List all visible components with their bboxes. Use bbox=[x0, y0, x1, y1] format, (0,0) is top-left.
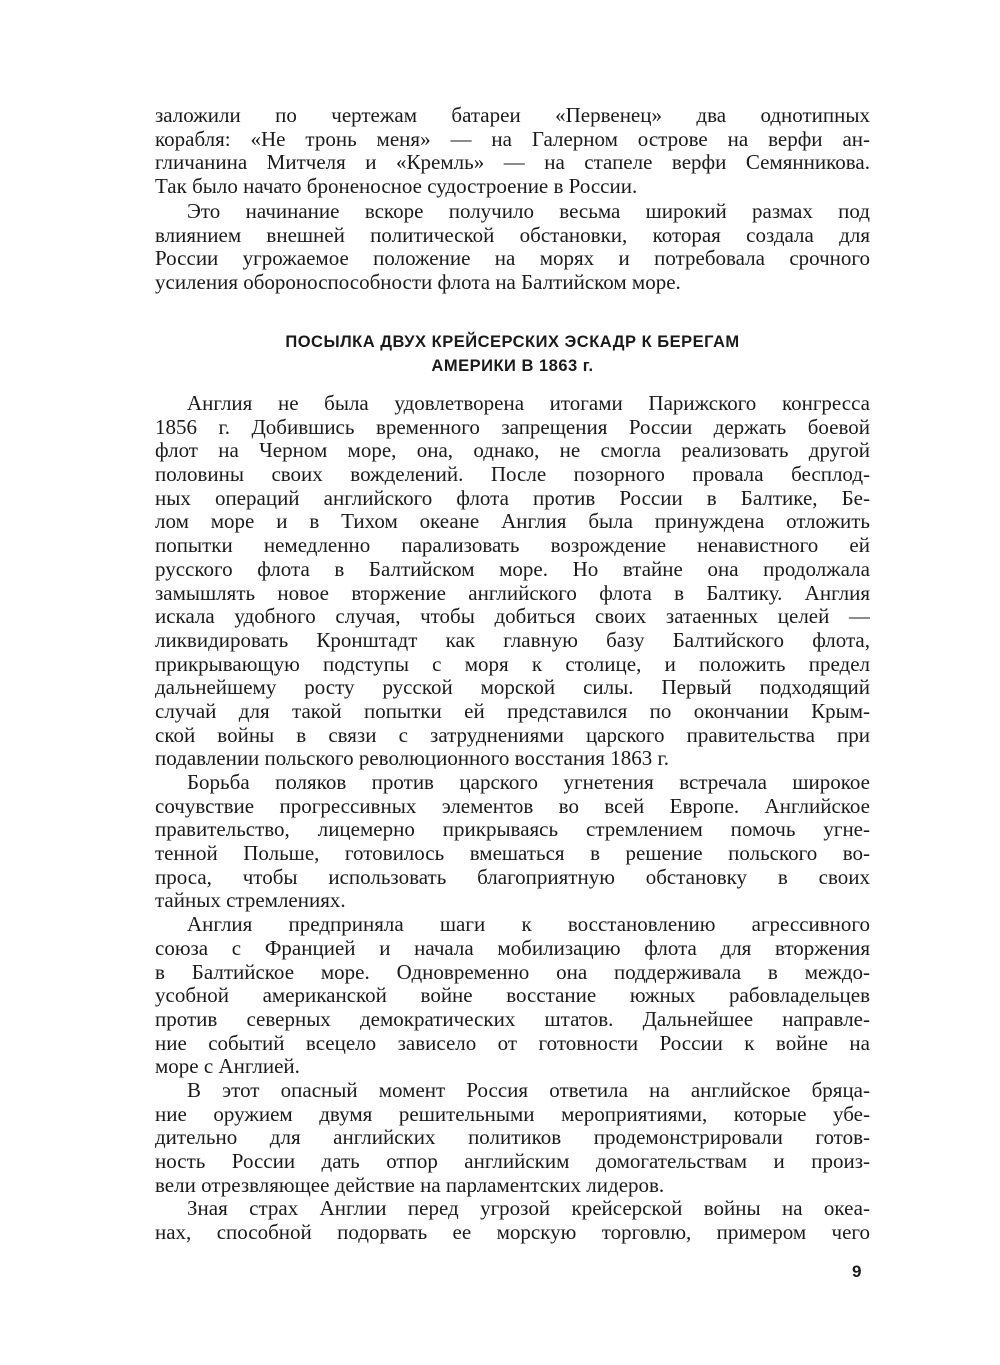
text-line: проса, чтобы использовать благоприятную обстановку в своих bbox=[155, 865, 870, 889]
text-line: русского флота в Балтийском море. Но втайне она продолжала bbox=[155, 557, 870, 581]
section-heading bbox=[155, 330, 870, 378]
heading-line: ПОСЫЛКА ДВУХ КРЕЙСЕРСКИХ ЭСКАДР К БЕРЕГАМ bbox=[285, 333, 740, 351]
text-line: половины своих вожделений. После позорного провала бесплод- bbox=[155, 463, 870, 487]
page-number: 9 bbox=[852, 1262, 862, 1281]
text-line: усиления обороноспособности флота на Балтийском море. bbox=[155, 271, 681, 295]
text-line: Это начинание вскоре получило весьма широкий размах под bbox=[187, 200, 870, 223]
text-line: море с Англией. bbox=[155, 1055, 300, 1079]
text-line: в Балтийское море. Одновременно она поддерживала в междо- bbox=[155, 960, 870, 984]
text-line: Англия предприняла шаги к восстановлению агрессивного bbox=[187, 913, 870, 937]
text-line: ность России дать отпор английским домогательствам и произ- bbox=[155, 1150, 870, 1173]
text-line: 1856 г. Добившись временного запрещения России держать боевой bbox=[155, 415, 870, 439]
text-line: Так было начато броненосное судостроение в России. bbox=[155, 175, 638, 199]
text-line: Англия не была удовлетворена итогами Парижского конгресса bbox=[187, 392, 870, 415]
text-line: В этот опасный момент Россия ответила на английское бряца- bbox=[187, 1078, 870, 1102]
text-line: Борьба поляков против царского угнетения встречала широкое bbox=[187, 771, 870, 794]
text-line: дальнейшему росту русской морской силы. Первый подходящий bbox=[155, 676, 870, 700]
text-line: против северных демократических штатов. Дальнейшее направле- bbox=[155, 1007, 870, 1031]
text-line: искала удобного случая, чтобы добиться своих затаенных целей — bbox=[155, 605, 870, 629]
text-line: вели отрезвляющее действие на парламентских лидеров. bbox=[155, 1173, 665, 1197]
text-line: дительно для английских политиков продемонстрировали готов- bbox=[155, 1126, 870, 1150]
text-line: замышлять новое вторжение английского флота в Балтику. Англия bbox=[155, 581, 870, 605]
text-line: тайных стремлениях. bbox=[155, 889, 346, 913]
text-line: ние оружием двумя решительными мероприятиями, которые убе- bbox=[155, 1102, 870, 1126]
text-line: ской войны в связи с затруднениями царского правительства при bbox=[155, 723, 870, 747]
paragraph-continued bbox=[155, 104, 870, 199]
body-text bbox=[155, 392, 870, 1245]
paragraph bbox=[155, 200, 870, 295]
text-line: Зная страх Англии перед угрозой крейсерской войны на океа- bbox=[187, 1197, 870, 1221]
text-line: сочувствие прогрессивных элементов во всей Европе. Английское bbox=[155, 794, 870, 818]
text-line: корабля: «Не тронь меня» — на Галерном острове на верфи ан- bbox=[155, 127, 870, 151]
text-line: случай для такой попытки ей представился по окончании Крым- bbox=[155, 699, 870, 723]
text-line: прикрывающую подступы с моря к столице, и положить предел bbox=[155, 652, 870, 676]
text-line: тенной Польше, готовилось вмешаться в решение польского во- bbox=[155, 842, 870, 866]
text-line: лом море и в Тихом океане Англия была принуждена отложить bbox=[155, 510, 870, 534]
text-line: усобной американской войне восстание южных рабовладельцев bbox=[155, 984, 870, 1008]
text-line: ных операций английского флота против России в Балтике, Бе- bbox=[155, 486, 870, 510]
text-line: ние событий всецело зависело от готовности России к войне на bbox=[155, 1031, 870, 1055]
text-line: России угрожаемое положение на морях и потребовала срочного bbox=[155, 247, 870, 271]
text-line: подавлении польского революционного восстания 1863 г. bbox=[155, 747, 669, 771]
text-line: союза с Францией и начала мобилизацию флота для вторжения bbox=[155, 936, 870, 960]
text-line: ликвидировать Кронштадт как главную базу Балтийского флота, bbox=[155, 628, 870, 652]
text-line: правительство, лицемерно прикрываясь стремлением помочь угне- bbox=[155, 818, 870, 842]
heading-line: АМЕРИКИ В 1863 г. bbox=[431, 357, 594, 375]
text-line: нах, способной подорвать ее морскую торговлю, примером чего bbox=[155, 1221, 870, 1245]
text-line: влиянием внешней политической обстановки, которая создала для bbox=[155, 223, 870, 247]
text-line: флот на Черном море, она, однако, не смогла реализовать другой bbox=[155, 439, 870, 463]
text-line: заложили по чертежам батареи «Первенец» два однотипных bbox=[155, 104, 870, 127]
text-line: гличанина Митчеля и «Кремль» — на стапеле верфи Семянникова. bbox=[155, 151, 870, 175]
text-line: попытки немедленно парализовать возрождение ненавистного ей bbox=[155, 534, 870, 558]
